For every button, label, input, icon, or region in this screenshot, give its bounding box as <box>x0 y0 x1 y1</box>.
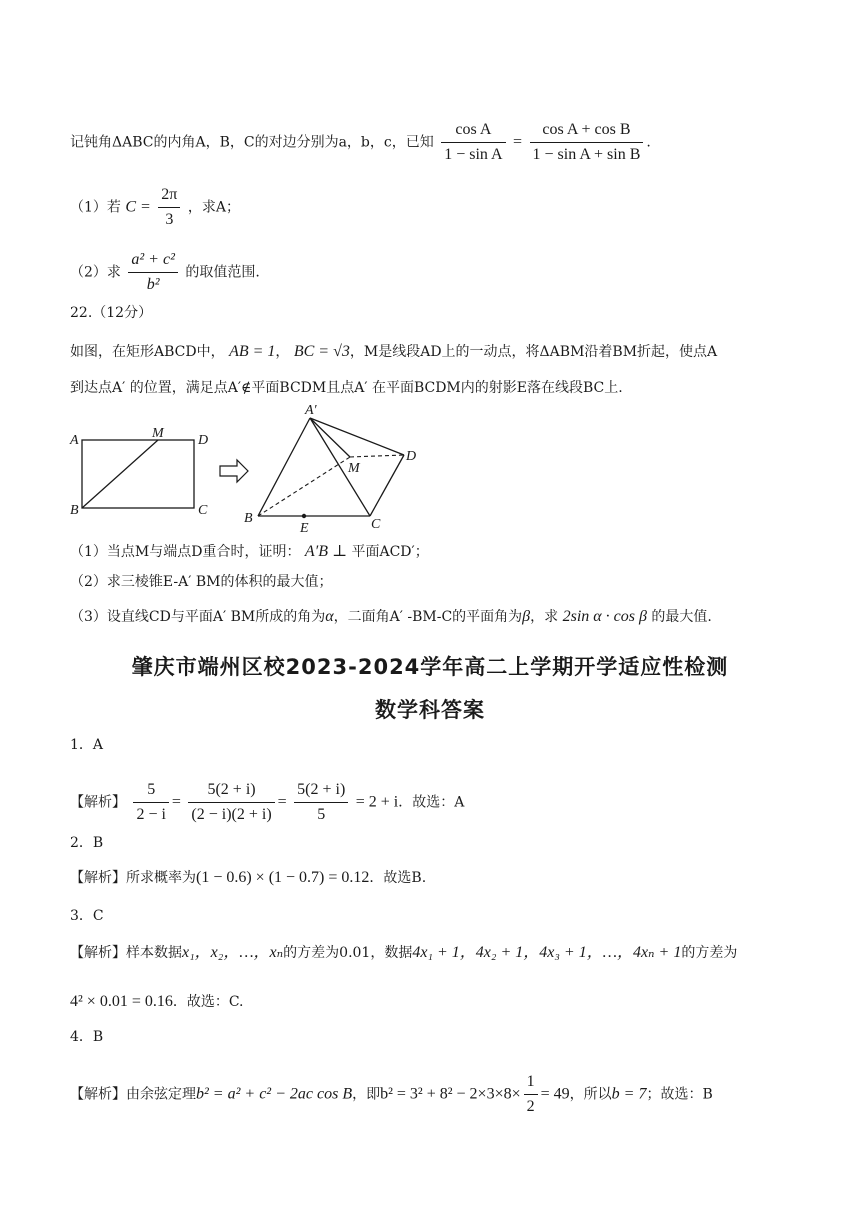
a1-f2-num: 5(2 + i) <box>188 780 274 803</box>
edge-A1C <box>310 418 370 516</box>
label-A1: A′ <box>305 403 317 418</box>
edge-BA1 <box>258 418 310 516</box>
q22-text1-a: 如图，在矩形ABCD中， <box>70 344 225 360</box>
point-E <box>302 514 306 518</box>
edge-BM-dashed <box>258 457 350 516</box>
q22-part3-a: （3）设直线CD与平面A′ BM所成的角为 <box>70 609 326 625</box>
a4-math3: b = 7 <box>611 1085 647 1103</box>
q22-text1-bc: BC = √3 <box>293 343 350 360</box>
a1-explanation <box>70 780 464 825</box>
label-C: C <box>198 503 208 518</box>
answers-subtitle: 数学科答案 <box>375 698 485 722</box>
a3-line1-c: 的方差为 <box>681 945 738 961</box>
q21-given-right-den: 1 − sin A + sin B <box>532 146 641 163</box>
q21-given-left-fraction <box>441 120 505 165</box>
rect-ABCD <box>82 440 194 508</box>
a4-suffix: ；故选：B <box>646 1086 713 1103</box>
a3-line2-math: 4² × 0.01 = 0.16 <box>70 993 173 1010</box>
q22-part1-prefix: （1）当点M与端点D重合时，证明： <box>70 544 301 560</box>
q22-part1 <box>70 542 429 562</box>
a4-math2-a: b² = 3² + 8² − 2×3×8× <box>380 1085 521 1103</box>
q21-part2-suffix: 的取值范围. <box>185 264 260 281</box>
a3-line1-math2: 4x₁ + 1，4x₂ + 1，4x₃ + 1，…，4xₙ + 1 <box>412 944 682 961</box>
a4-prefix: 【解析】由余弦定理 <box>70 1086 196 1103</box>
a1-result: = 2 + i <box>355 793 399 811</box>
label-C-right: C <box>371 517 381 532</box>
q22-part1-suffix: 平面ACD′； <box>351 544 429 560</box>
q21-part1 <box>70 185 240 230</box>
q21-given-right-num: cos A + cos B <box>530 120 644 143</box>
a3-line1-b: 的方差为0.01，数据 <box>283 945 413 961</box>
arrow-icon <box>220 460 248 482</box>
a3-line1 <box>70 943 737 963</box>
label-E: E <box>300 521 309 536</box>
q22-part3-alpha: α <box>325 608 334 625</box>
q22-header: 22.（12分） <box>70 305 153 321</box>
q22-text1-c: ，M是线段AD上的一动点，将ΔABM沿着BM折起，使点A <box>349 344 718 360</box>
q22-part1-math: A′B ⊥ <box>304 543 348 560</box>
edge-A1D <box>310 418 404 455</box>
q21-given-left-num: cos A <box>441 120 505 143</box>
q21-part1-C: C = <box>125 198 151 216</box>
a4-math1: b² = a² + c² − 2ac cos B <box>196 1085 353 1103</box>
edge-CD <box>370 455 404 516</box>
a4-mid2: ，所以 <box>569 1086 612 1103</box>
q22-part2: （2）求三棱锥E-A′ BM的体积的最大值； <box>70 574 333 590</box>
q21-part1-suffix: ，求A； <box>187 199 240 216</box>
a1-eq2: = <box>277 793 287 811</box>
q22-part3 <box>70 607 712 627</box>
q22-part3-b: ，二面角A′ -BM-C的平面角为 <box>333 609 523 625</box>
q21-part2 <box>70 250 260 295</box>
q21-part2-fraction <box>128 250 178 295</box>
q21-part2-frac-num: a² + c² <box>128 250 178 273</box>
a1-suffix: ．故选：A <box>398 794 465 811</box>
q22-text-line1 <box>70 342 717 362</box>
a4-mid: ，即 <box>352 1086 381 1103</box>
a3-line2 <box>70 992 244 1012</box>
label-D: D <box>198 433 209 448</box>
a1-eq1: = <box>171 793 181 811</box>
q21-given-right-fraction <box>530 120 644 165</box>
label-M: M <box>152 426 164 441</box>
q22-figure <box>60 402 440 538</box>
answers-title: 肇庆市端州区校2023-2024学年高二上学期开学适应性检测 <box>131 655 729 679</box>
segment-BM <box>82 440 158 508</box>
q21-equals: = <box>513 133 523 151</box>
label-B: B <box>70 503 79 518</box>
label-D-right: D <box>406 449 417 464</box>
q21-intro-line <box>70 120 651 165</box>
a4-fraction <box>524 1072 538 1117</box>
q21-intro-text: 记钝角ΔABC的内角A，B，C的对边分别为a，b，c，已知 <box>70 134 434 151</box>
q21-period: . <box>646 134 651 151</box>
a3-line2-suffix: ．故选：C. <box>172 994 244 1010</box>
q22-text1-b: ， <box>275 344 290 360</box>
edge-MD-dashed <box>350 455 404 457</box>
q21-part1-prefix: （1）若 <box>70 199 121 216</box>
a3-line1-math1: x₁，x₂，…，xₙ <box>182 944 284 961</box>
a4-label: 4．B <box>70 1029 104 1045</box>
a4-explanation <box>70 1072 713 1117</box>
a1-prefix: 【解析】 <box>70 794 126 811</box>
a2-math: (1 − 0.6) × (1 − 0.7) = 0.12 <box>196 869 370 886</box>
a2-prefix: 【解析】所求概率为 <box>70 870 196 886</box>
a1-f3-den: 5 <box>317 806 326 823</box>
q21-part2-frac-den: b² <box>146 276 160 293</box>
a1-f2-den: (2 − i)(2 + i) <box>191 806 272 823</box>
q21-part1-fraction <box>158 185 180 230</box>
a4-frac-den: 2 <box>526 1098 535 1115</box>
label-B-right: B <box>244 511 253 526</box>
a4-frac-num: 1 <box>524 1072 538 1095</box>
label-M-right: M <box>348 461 360 476</box>
a1-f3-num: 5(2 + i) <box>294 780 348 803</box>
label-A: A <box>70 433 79 448</box>
a3-line1-a: 【解析】样本数据 <box>70 945 182 961</box>
a1-fraction-2 <box>188 780 274 825</box>
a1-fraction-1 <box>133 780 168 825</box>
q21-part1-frac-num: 2π <box>158 185 180 208</box>
q22-part3-c: ，求 <box>530 609 559 625</box>
a3-label: 3．C <box>70 908 104 924</box>
a2-label: 2．B <box>70 835 104 851</box>
a1-f1-den: 2 − i <box>136 806 166 823</box>
a1-fraction-3 <box>294 780 348 825</box>
q22-text-line2: 到达点A′ 的位置，满足点A′∉平面BCDM且点A′ 在平面BCDM内的射影E落在线段BC上. <box>70 380 623 396</box>
q21-given-left-den: 1 − sin A <box>444 146 503 163</box>
a2-explanation <box>70 868 426 888</box>
a1-f1-num: 5 <box>133 780 168 803</box>
q22-part3-expr: 2sin α · cos β <box>562 608 647 625</box>
q22-part3-d: 的最大值. <box>651 609 712 625</box>
q21-part1-frac-den: 3 <box>165 211 174 228</box>
q21-part2-prefix: （2）求 <box>70 264 121 281</box>
q22-text1-ab: AB = 1 <box>229 343 276 360</box>
q22-part3-beta: β <box>522 608 531 625</box>
a1-label: 1．A <box>70 737 104 753</box>
a4-math2-b: = 49 <box>540 1085 570 1103</box>
a2-suffix: ．故选B. <box>369 870 427 886</box>
